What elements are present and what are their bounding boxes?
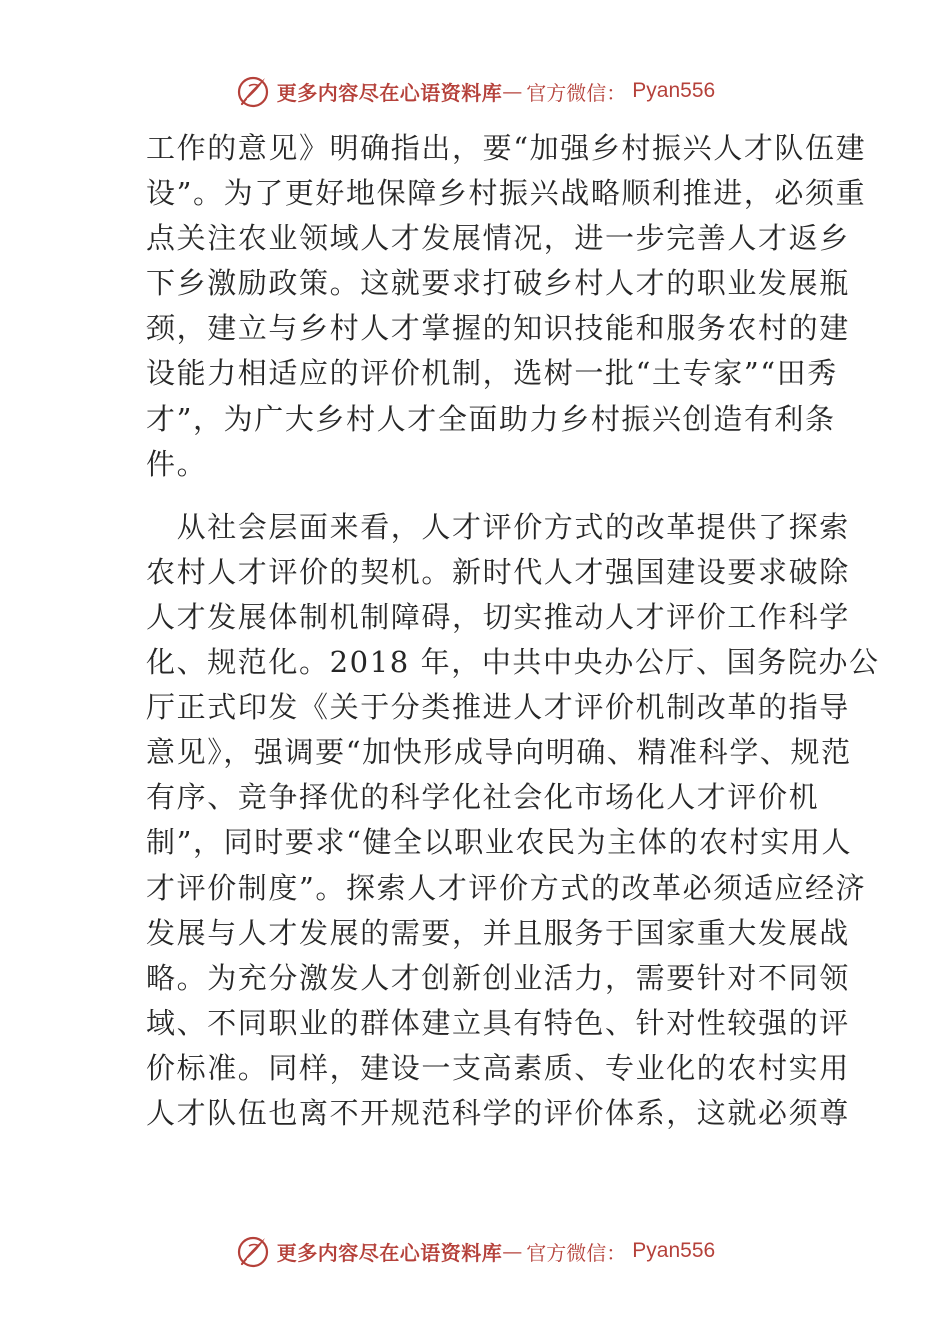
text-line: 制”，同时要求“健全以职业农民为主体的农村实用人 <box>146 825 853 860</box>
text-line: 点关注农业领域人才发展情况，进一步完善人才返乡 <box>146 221 850 256</box>
text-line: 域、不同职业的群体建立具有特色、针对性较强的评 <box>146 1005 850 1040</box>
paragraph-2 <box>146 505 880 1136</box>
text-line: 人才发展体制机制障碍，切实推动人才评价工作科学 <box>146 599 850 634</box>
quill-logo-icon <box>235 73 271 109</box>
text-line: 厅正式印发《关于分类推进人才评价机制改革的指导 <box>146 690 850 725</box>
header-site-text: 更多内容尽在心语资料库 <box>276 80 503 105</box>
quill-logo-icon <box>235 1233 271 1269</box>
document-body <box>146 126 880 1136</box>
text-line: 农村人才评价的契机。新时代人才强国建设要求破除 <box>146 554 850 589</box>
header-wechat-label: 官方微信： <box>526 80 627 105</box>
page-footer <box>0 1226 950 1276</box>
footer-wechat-label: 官方微信： <box>526 1240 627 1265</box>
text-line: 化、规范化。2018 年，中共中央办公厅、国务院办公 <box>146 645 880 680</box>
header-banner <box>235 73 715 109</box>
text-line: 有序、竞争择优的科学化社会化市场化人才评价机 <box>146 780 820 815</box>
header-wechat-id: Pyan556 <box>632 79 716 102</box>
text-line: 下乡激励政策。这就要求打破乡村人才的职业发展瓶 <box>146 266 850 301</box>
text-line: 价标准。同样，建设一支高素质、专业化的农村实用 <box>146 1050 850 1085</box>
footer-site-text: 更多内容尽在心语资料库 <box>276 1240 503 1265</box>
text-line: 工作的意见》明确指出，要“加强乡村振兴人才队伍建 <box>146 131 867 165</box>
text-line: 设”。为了更好地保障乡村振兴战略顺利推进，必须重 <box>146 176 867 211</box>
header-dash: — <box>502 79 523 103</box>
text-line: 设能力相适应的评价机制，选树一批“土专家”“田秀 <box>146 356 838 391</box>
text-line: 略。为充分激发人才创新创业活力，需要针对不同领 <box>146 960 850 995</box>
text-line: 人才队伍也离不开规范科学的评价体系，这就必须尊 <box>146 1095 850 1130</box>
text-line: 才评价制度”。探索人才评价方式的改革必须适应经济 <box>146 870 867 905</box>
text-line: 才”，为广大乡村人才全面助力乡村振兴创造有利条 <box>146 401 836 436</box>
text-line: 件。 <box>146 446 208 481</box>
footer-wechat-id: Pyan556 <box>632 1239 716 1262</box>
footer-dash: — <box>502 1239 523 1263</box>
text-line: 从社会层面来看，人才评价方式的改革提供了探索 <box>146 509 850 544</box>
page-header <box>0 66 950 116</box>
text-line: 意见》，强调要“加快形成导向明确、精准科学、规范 <box>146 735 852 770</box>
paragraph-1 <box>146 126 867 487</box>
text-line: 发展与人才发展的需要，并且服务于国家重大发展战 <box>146 915 850 950</box>
text-line: 颈，建立与乡村人才掌握的知识技能和服务农村的建 <box>146 311 850 346</box>
footer-banner <box>235 1233 715 1269</box>
